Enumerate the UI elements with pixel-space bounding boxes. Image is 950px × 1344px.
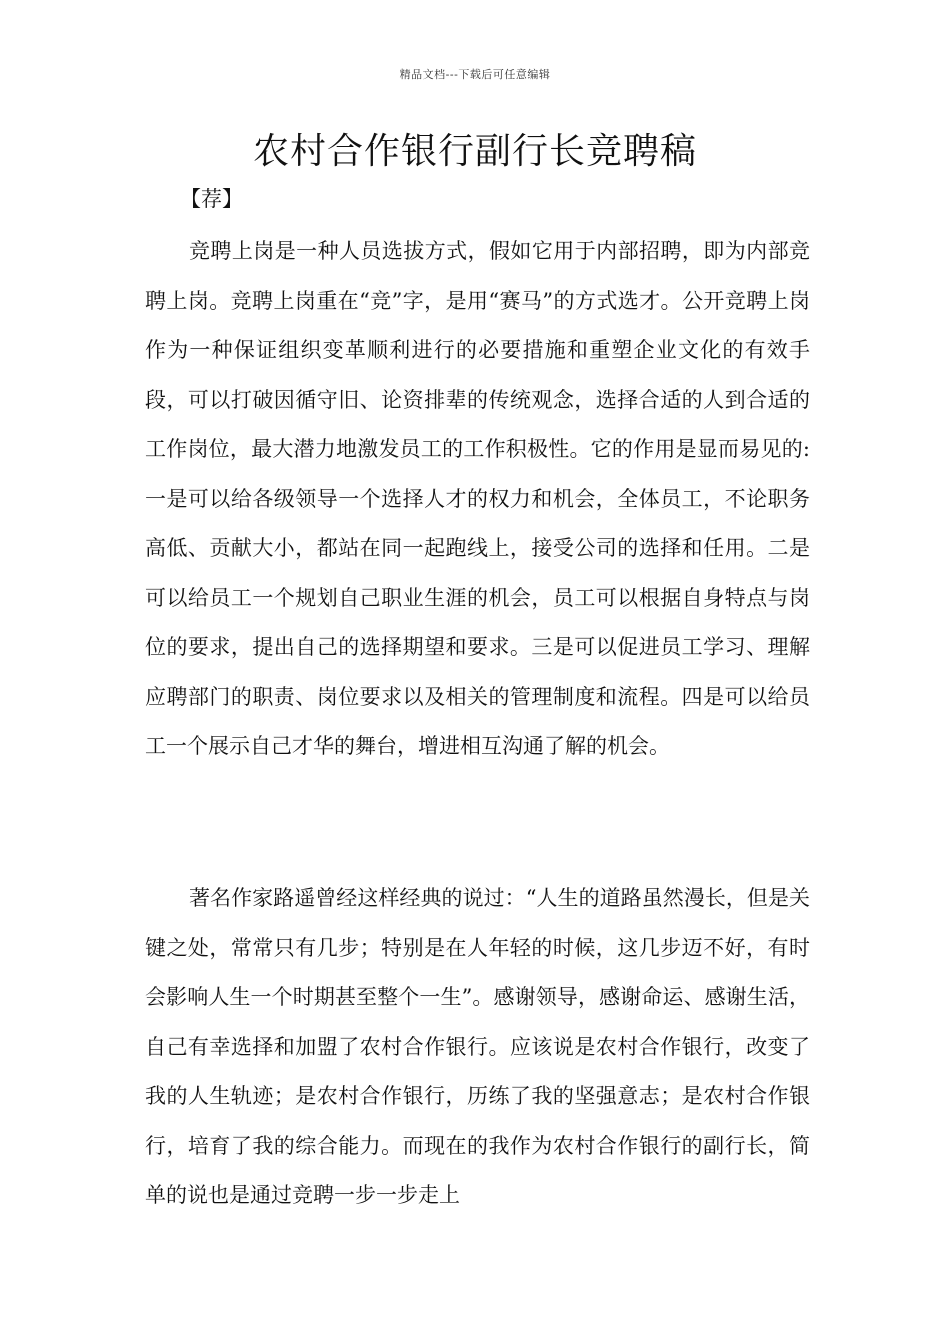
paragraph-1-block	[145, 227, 810, 772]
paragraph: 著名作家路遥曾经这样经典的说过：“人生的道路虽然漫长，但是关键之处，常常只有几步；特别是在人年轻的时候，这几步迈不好，有时会影响人生一个时期甚至整个一生”。感谢领导，感谢命运、感谢生活，自己有幸选择和加盟了农村合作银行。应该说是农村合作银行，改变了我的人生轨迹；是农村合作银行，历练了我的坚强意志；是农村合作银行，培育了我的综合能力。而现在的我作为农村合作银行的副行长，简单的说也是通过竞聘一步一步走上	[145, 886, 810, 1207]
paragraph: 竞聘上岗是一种人员选拔方式，假如它用于内部招聘，即为内部竞聘上岗。竞聘上岗重在“竞”字，是用“赛马”的方式选才。公开竞聘上岗作为一种保证组织变革顺利进行的必要措施和重塑企业文化的有效手段，可以打破因循守旧、论资排辈的传统观念，选择合适的人到合适的工作岗位，最大潜力地激发员工的工作积极性。它的作用是显而易见的:一是可以给各级领导一个选择人才的权力和机会，全体员工，不论职务高低、贡献大小，都站在同一起跑线上，接受公司的选择和任用。二是可以给员工一个规划自己职业生涯的机会，员工可以根据自身特点与岗位的要求，提出自己的选择期望和要求。三是可以促进员工学习、理解应聘部门的职责、岗位要求以及相关的管理制度和流程。四是可以给员工一个展示自己才华的舞台，增进相互沟通了解的机会。	[145, 239, 810, 758]
recommend-tag: 【荐】	[180, 187, 243, 211]
paragraph-2-block	[145, 874, 810, 1221]
document-title: 农村合作银行副行长竞聘稿	[252, 131, 697, 172]
header-note: 精品文档---下载后可任意编辑	[399, 68, 551, 81]
